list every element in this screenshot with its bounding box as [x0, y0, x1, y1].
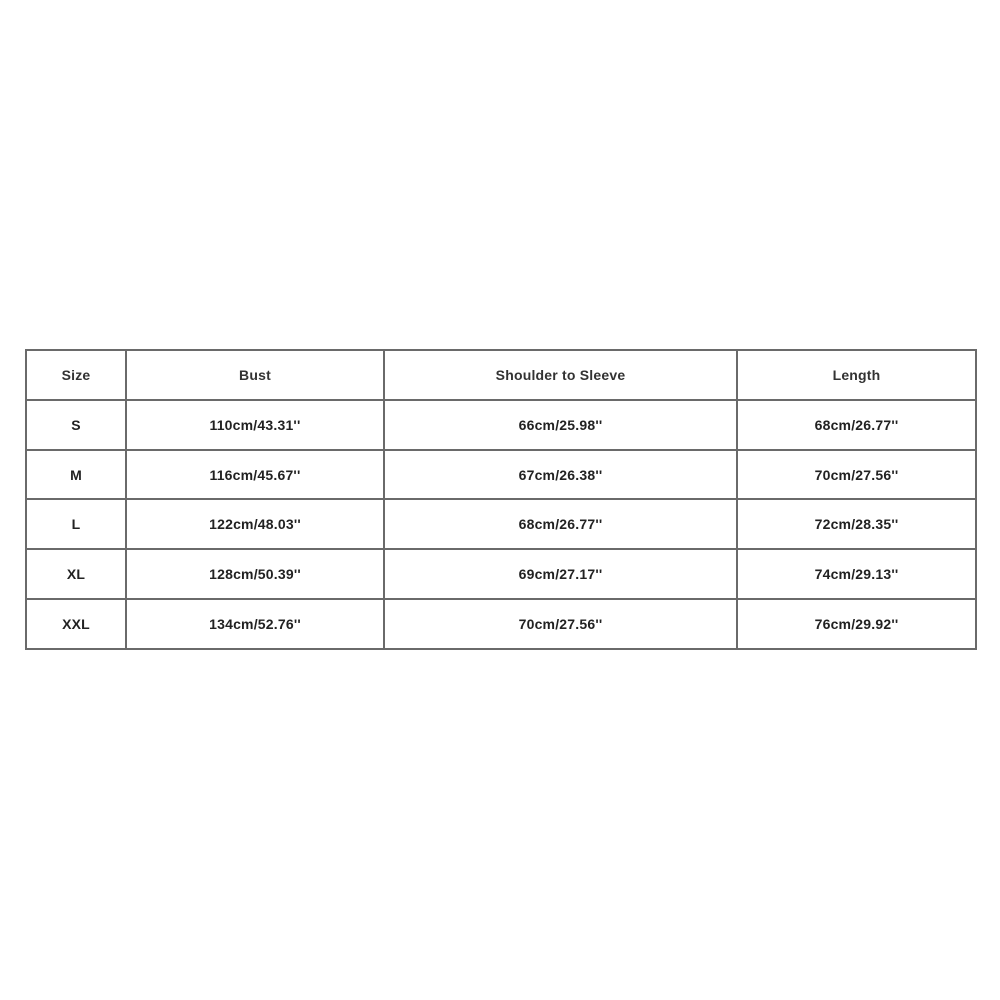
table-row: [26, 499, 976, 549]
cell-size: L: [26, 499, 126, 549]
table-row: [26, 599, 976, 649]
cell-bust: 128cm/50.39'': [126, 549, 384, 599]
cell-bust: 116cm/45.67'': [126, 450, 384, 500]
size-chart-table: [25, 349, 977, 650]
cell-length: 72cm/28.35'': [737, 499, 976, 549]
cell-length: 68cm/26.77'': [737, 400, 976, 450]
header-length: Length: [737, 350, 976, 400]
cell-shoulder-to-sleeve: 70cm/27.56'': [384, 599, 737, 649]
cell-shoulder-to-sleeve: 68cm/26.77'': [384, 499, 737, 549]
cell-length: 70cm/27.56'': [737, 450, 976, 500]
cell-size: XXL: [26, 599, 126, 649]
cell-size: S: [26, 400, 126, 450]
cell-shoulder-to-sleeve: 69cm/27.17'': [384, 549, 737, 599]
cell-size: XL: [26, 549, 126, 599]
cell-length: 74cm/29.13'': [737, 549, 976, 599]
table-row: [26, 400, 976, 450]
cell-length: 76cm/29.92'': [737, 599, 976, 649]
header-bust: Bust: [126, 350, 384, 400]
cell-size: M: [26, 450, 126, 500]
cell-shoulder-to-sleeve: 66cm/25.98'': [384, 400, 737, 450]
cell-bust: 110cm/43.31'': [126, 400, 384, 450]
table-row: [26, 450, 976, 500]
cell-shoulder-to-sleeve: 67cm/26.38'': [384, 450, 737, 500]
table-header-row: [26, 350, 976, 400]
header-size: Size: [26, 350, 126, 400]
cell-bust: 122cm/48.03'': [126, 499, 384, 549]
header-shoulder-to-sleeve: Shoulder to Sleeve: [384, 350, 737, 400]
table-row: [26, 549, 976, 599]
cell-bust: 134cm/52.76'': [126, 599, 384, 649]
